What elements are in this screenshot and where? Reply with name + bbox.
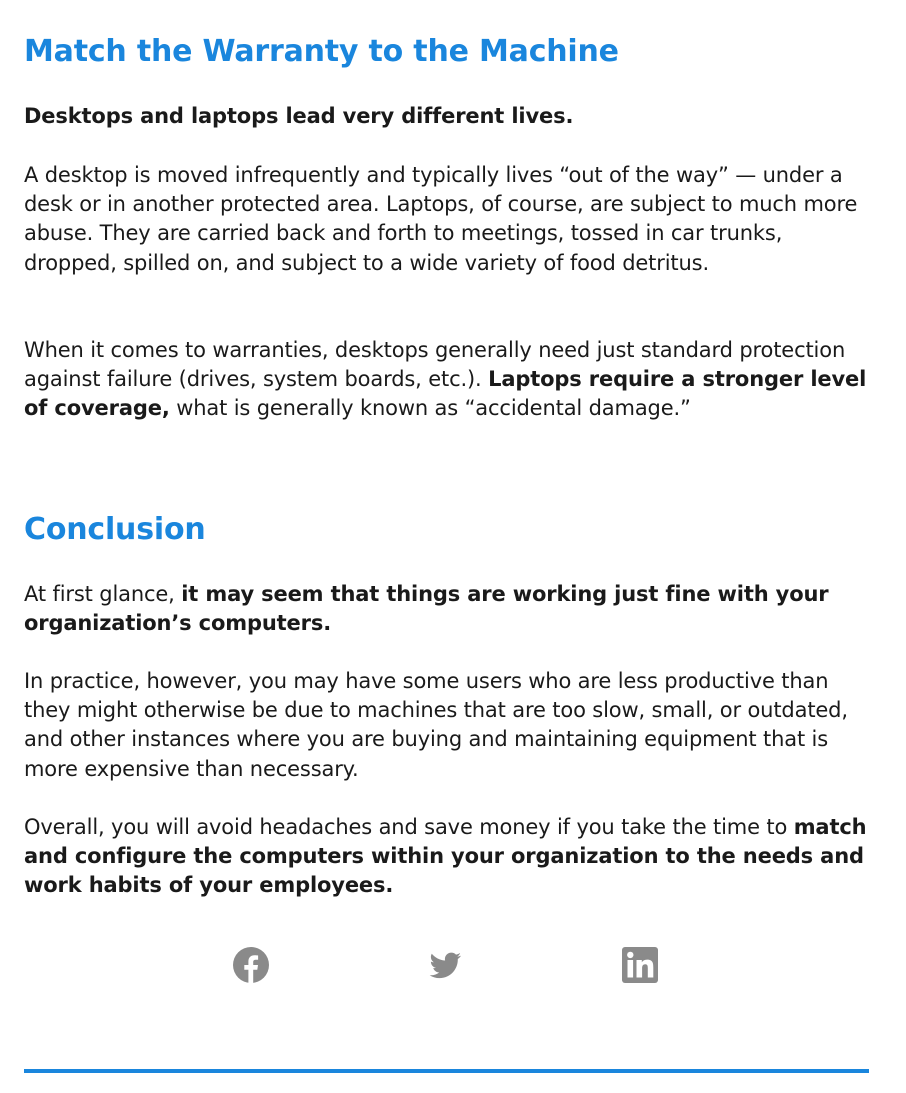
warranty-paragraph-2-text: When it comes to warranties, desktops generally need just standard protection against failure (drives, system boards, etc.). [24,338,846,392]
section-heading-warranty: Match the Warranty to the Machine [24,34,619,69]
conclusion-paragraph-1 [24,580,870,638]
lead-paragraph [24,102,870,131]
conclusion-paragraph-1-text: At first glance, [24,582,182,606]
linkedin-icon[interactable] [621,946,659,984]
warranty-paragraph-2-text-end: what is generally known as “accidental damage.” [169,396,691,421]
conclusion-paragraph-3-text: Overall, you will avoid headaches and save money if you take the time to [24,815,794,839]
section-heading-conclusion: Conclusion [24,512,206,547]
twitter-icon[interactable] [426,946,464,984]
warranty-paragraph-1: A desktop is moved infrequently and typically lives “out of the way” — under a desk or in another protected area. Laptops, of course, are subject to much more abuse. They are carried back and forth to meetings, tossed in car trunks, dropped, spilled on, and subject to a wide variety of food detritus. [24,163,858,275]
lead-bold-text: Desktops and laptops lead very different lives. [24,104,574,128]
facebook-icon[interactable] [232,946,270,984]
warranty-paragraph-2-bold: Laptops require a stronger level of coverage, [24,367,867,421]
conclusion-paragraph-2: In practice, however, you may have some users who are less productive than they might otherwise be due to machines that are too slow, small, or outdated, and other instances where you are buying and maintaining equipment that is more expensive than necessary. [24,669,848,781]
footer-divider [24,1069,869,1073]
conclusion-paragraph-1-bold: it may seem that things are working just fine with your organization’s computers. [24,582,829,636]
warranty-paragraph-2 [24,336,870,424]
social-share-bar [0,946,906,986]
conclusion-paragraph-3 [24,813,870,901]
conclusion-paragraph-3-bold: match and configure the computers within your organization to the needs and work habits of your employees. [24,815,867,898]
